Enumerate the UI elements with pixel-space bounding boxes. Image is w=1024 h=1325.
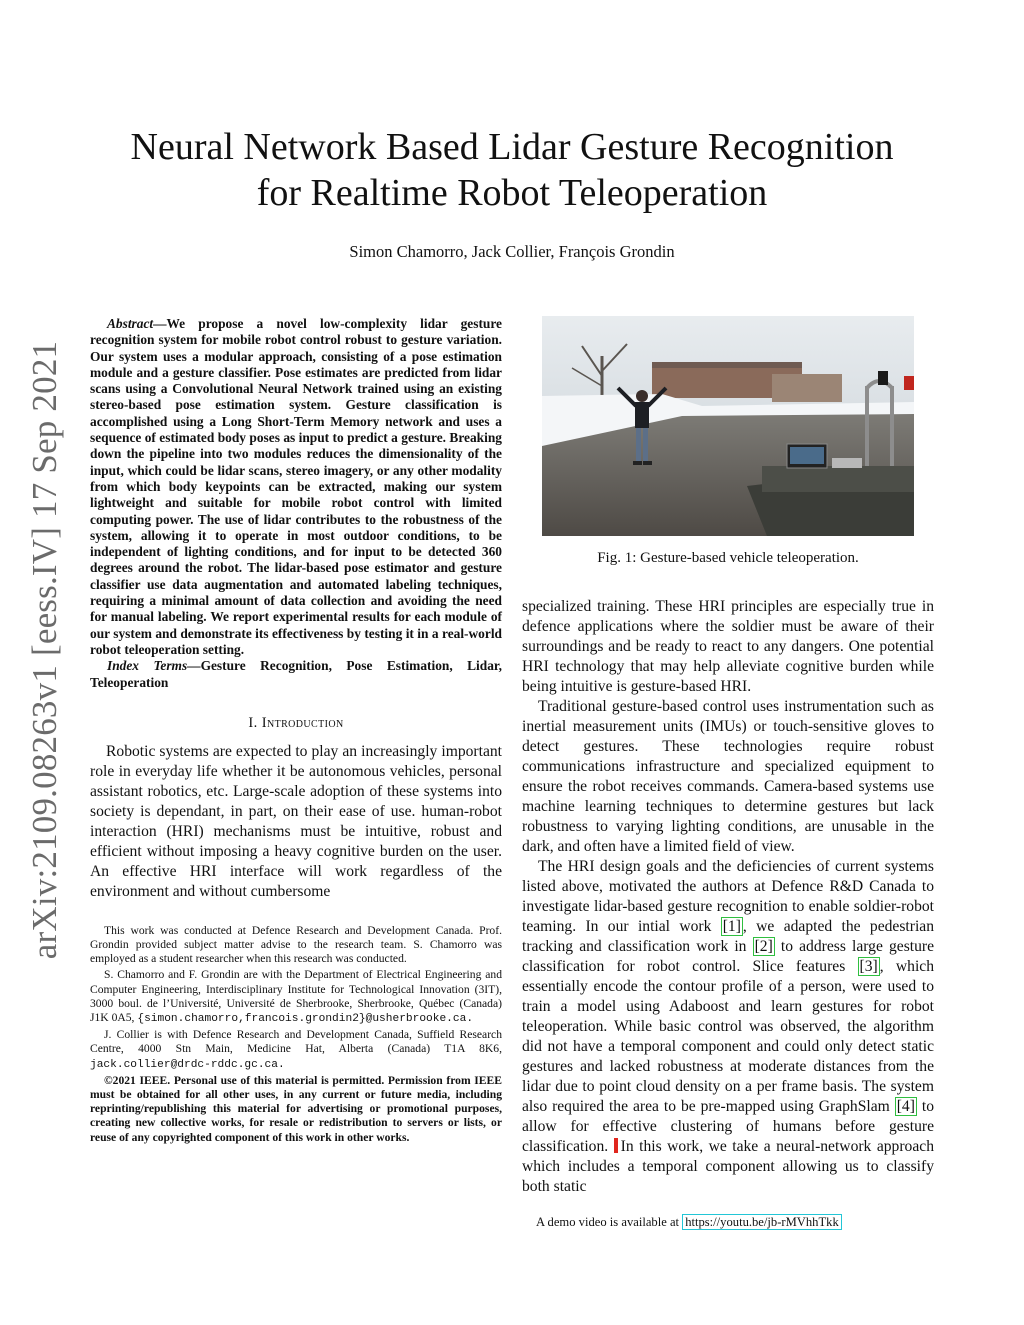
affiliation-1-text: S. Chamorro and F. Grondin are with the Department of Electrical Engineering and Computer Engineering, Interdisciplinary Institute for Technological Innovation (3IT), 3000 boul. de l’Université, Université de Sherbrooke, Sherbrooke, Québec (Canada) J1K 0A5, <box>90 968 502 1025</box>
text-segment: , we adapted the pedestrian tracking and classification work in <box>522 918 934 955</box>
right-column <box>522 316 934 1197</box>
paragraph-design-goals <box>522 857 934 1197</box>
index-terms-text: —Gesture Recognition, Pose Estimation, Lidar, Teleoperation <box>90 658 502 690</box>
teleoperation-photo <box>542 316 914 536</box>
footnote-funding: This work was conducted at Defence Research and Development Canada. Prof. Grondin provided subject matter advise to the research team. S. Chamorro was employed as a student researcher when this research was conducted. <box>90 923 502 966</box>
abstract-text: —We propose a novel low-complexity lidar gesture recognition system for mobile robot control robust to gesture variation. Our system uses a modular approach, consisting of a pose estimation module and a gesture classifier. Pose estimates are predicted from lidar scans using a Convolutional Neural Network trained using an existing stereo-based pose estimation system. Gesture classification is accomplished using a Long Short-Term Memory network and uses a sequence of estimated body poses as input to predict a gesture. Breaking down the pipeline into two modules reduces the dimensionality of the input, which could be lidar scans, stereo imagery, or any other modality from which body keypoints can be extracted, making our system lightweight and suitable for mobile robot control with limited computing power. The use of lidar contributes to the robustness of the system, allowing it to operate in most outdoor conditions, to be independent of lighting conditions, and for input to be detected 360 degrees around the robot. The lidar-based pose estimator and gesture classifier use data augmentation and automated labeling techniques, requiring a minimal amount of data collection and avoiding the need for manual labeling. We report experimental results for each module of our system and demonstrate its effectiveness by testing it in a real-world robot teleoperation setting. <box>90 316 502 657</box>
paper-title <box>60 124 964 216</box>
footnote-marker[interactable] <box>614 1138 618 1153</box>
citation-link-3[interactable]: [3] <box>859 958 878 975</box>
title-line-2: for Realtime Robot Teleoperation <box>256 172 768 214</box>
left-column <box>90 316 502 1145</box>
text-segment: The HRI design goals and the deficiencies of current systems listed above, motivated the authors at Defence R&D Canada to investigate lidar-based gesture recognition to enable soldier-robot teaming. In our intial work <box>522 858 934 935</box>
citation-link-1[interactable]: [1] <box>722 918 741 935</box>
abstract-lead: Abstract <box>107 316 154 331</box>
demo-video-note <box>522 1215 934 1230</box>
intro-paragraph: Robotic systems are expected to play an increasingly important role in everyday life whether it be autonomous vehicles, personal assistant robotics, etc. Large-scale adoption of these systems into society is dependant, in part, on their ease of use. human-robot interaction (HRI) mechanisms must be intuitive, robust and efficient without imposing a heavy cognitive burden on the user. An effective HRI interface will work regardless of the environment and without cumbersome <box>90 742 502 900</box>
affiliation-1-email[interactable]: {simon.chamorro,francois.grondin2}@usherbrooke.ca. <box>137 1013 474 1026</box>
demo-note-text: A demo video is available at <box>536 1215 683 1229</box>
citation-link-4[interactable]: [4] <box>896 1098 915 1115</box>
text-segment: to address large gesture classification for robot control. Slice features <box>522 938 935 975</box>
title-line-1: Neural Network Based Lidar Gesture Recognition <box>130 126 894 168</box>
citation-link-2[interactable]: [2] <box>754 938 773 955</box>
footnote-affiliation-1 <box>90 968 502 1026</box>
arxiv-id-text: arXiv:2109.08263v1 [eess.IV] 17 Sep 2021 <box>25 340 64 960</box>
index-terms <box>90 658 502 691</box>
footnotes <box>90 924 502 1145</box>
section-heading <box>90 715 502 732</box>
section-number: I. <box>248 714 258 731</box>
author-list: Simon Chamorro, Jack Collier, François Grondin <box>349 242 675 261</box>
text-segment: , which essentially encode the contour profile of a person, were used to train a model using Adaboost and learn gestures for robot teleoperation. While basic control was observed, the algorithm did not have a temporal component and could only detect static gestures and lacked robustness at moderate distances from the lidar due to point cloud density on a per frame basis. The system also required the area to be pre-mapped using GraphSlam <box>522 958 935 1115</box>
text-segment: to allow for effective clustering of humans before gesture classification. <box>522 1098 934 1155</box>
index-terms-lead: Index Terms <box>107 658 188 674</box>
figure-caption: Fig. 1: Gesture-based vehicle teleoperation. <box>597 550 859 566</box>
text-segment: In this work, we take a neural-network approach which includes a temporal component allowing us to classify both static <box>522 1138 934 1195</box>
arxiv-side-identifier <box>12 340 78 960</box>
section-title: Introduction <box>261 714 344 731</box>
copyright-notice: ©2021 IEEE. Personal use of this material is permitted. Permission from IEEE must be obtained for all other uses, in any current or future media, including reprinting/republishing this material for advertising or promotional purposes, creating new collective works, for resale or redistribution to servers or lists, or reuse of any copyrighted component of this work in other works. <box>90 1073 502 1144</box>
footnote-affiliation-2 <box>90 1028 502 1072</box>
right-body <box>522 597 934 1197</box>
abstract <box>90 316 502 658</box>
paragraph-traditional: Traditional gesture-based control uses instrumentation such as inertial measurement units (IMUs) or touch-sensitive gloves to detect gestures. These technologies require robust communications infrastructure and specialized equipment to ensure the robot receives commands. Camera-based systems use machine learning techniques to determine gestures but lack robustness to varying lighting conditions, are unusable in the dark, and often have a limited field of view. <box>522 698 934 855</box>
affiliation-2-email[interactable]: jack.collier@drdc-rddc.gc.ca. <box>90 1058 285 1071</box>
demo-video-link[interactable]: https://youtu.be/jb-rMVhhTkk <box>682 1214 842 1230</box>
affiliation-2-text: J. Collier is with Defence Research and Development Canada, Suffield Research Centre, 4000 Stn Main, Medicine Hat, Alberta (Canada) T1A 8K6, <box>90 1028 502 1056</box>
paragraph-hri: specialized training. These HRI principles are especially true in defence applications where the soldier must be aware of their surroundings and be ready to react to any dangers. One potential HRI technology that may help alleviate cognitive burden while being intuitive is gesture-based HRI. <box>522 598 934 695</box>
figure-photo <box>542 316 914 536</box>
